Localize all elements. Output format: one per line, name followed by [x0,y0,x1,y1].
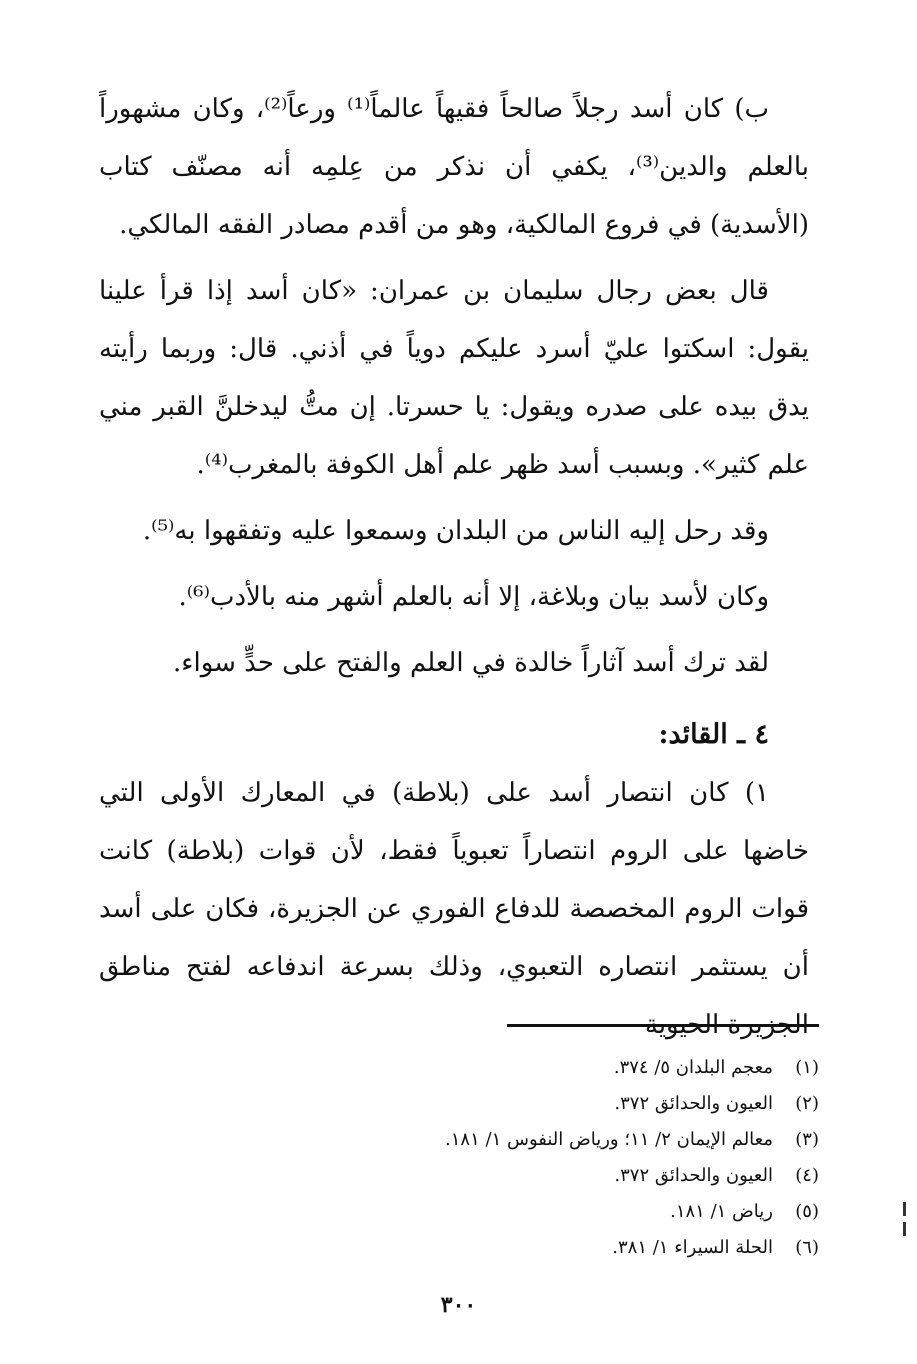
footnote-item [259,1050,819,1086]
main-text [99,80,809,1054]
scan-edge-mark [903,1222,906,1236]
footnote-text: معالم الإيمان ٢/ ١١؛ ورياض النفوس ١/ ١٨١. [445,1129,773,1150]
footnote-item [259,1122,819,1158]
paragraph-1: ب) كان أسد رجلاً صالحاً فقيهاً عالماً⁽¹⁾ ورعاً⁽²⁾، وكان مشهوراً بالعلم والدين⁽³⁾، يكفي أن نذكر من عِلمِه أنه مصنّف كتاب (الأسدية) في فروع المالكية، وهو من أقدم مصادر الفقه المالكي. [99,94,809,240]
footnote-number: (٥) [795,1201,819,1222]
footnote-text: العيون والحدائق ٣٧٢. [614,1165,773,1186]
footnote-item [259,1158,819,1194]
paragraph-6: ١) كان انتصار أسد على (بلاطة) في المعارك الأولى التي خاضها على الروم انتصاراً تعبوياً فقط، لأن قوات (بلاطة) كانت قوات الروم المخصصة للدفاع الفوري عن الجزيرة، فكان على أسد أن يستثمر انتصاره التعبوي، وذلك بسرعة اندفاعه لفتح مناطق الجزيرة الحيوية [99,778,809,1040]
footnote-text: معجم البلدان ٥/ ٣٧٤. [613,1057,773,1078]
paragraph-2: قال بعض رجال سليمان بن عمران: «كان أسد إذا قرأ علينا يقول: اسكتوا عليّ أسرد عليكم دوياً في أذني. قال: وربما رأيته يدق بيده على صدره ويقول: يا حسرتا. إن متُّ ليدخلنَّ القبر مني علم كثير». وبسبب أسد ظهر علم أهل الكوفة بالمغرب⁽⁴⁾. [99,276,809,480]
footnote-text: رياض ١/ ١٨١. [670,1201,773,1222]
scan-edge-mark [903,1202,906,1216]
footnote-text: العيون والحدائق ٣٧٢. [614,1093,773,1114]
footnote-number: (٣) [795,1129,819,1150]
section-heading: ٤ ـ القائد: [658,719,769,750]
footnote-item [259,1194,819,1230]
page-number: ٣٠٠ [440,1292,477,1318]
footnote-number: (٢) [795,1093,819,1114]
footnote-number: (٦) [795,1237,819,1258]
paragraph-5: لقد ترك أسد آثاراً خالدة في العلم والفتح على حدٍّ سواء. [172,648,769,678]
footnote-separator [507,1024,819,1027]
footnote-text: الحلة السيراء ١/ ٣٨١. [612,1237,773,1258]
footnotes [259,1050,819,1266]
footnote-number: (٤) [795,1165,819,1186]
footnote-item [259,1086,819,1122]
paragraph-3: وقد رحل إليه الناس من البلدان وسمعوا عليه وتفقهوا به⁽⁵⁾. [142,516,769,546]
footnote-item [259,1230,819,1266]
paragraph-4: وكان لأسد بيان وبلاغة، إلا أنه بالعلم أشهر منه بالأدب⁽⁶⁾. [178,582,769,612]
footnote-number: (١) [795,1057,819,1078]
